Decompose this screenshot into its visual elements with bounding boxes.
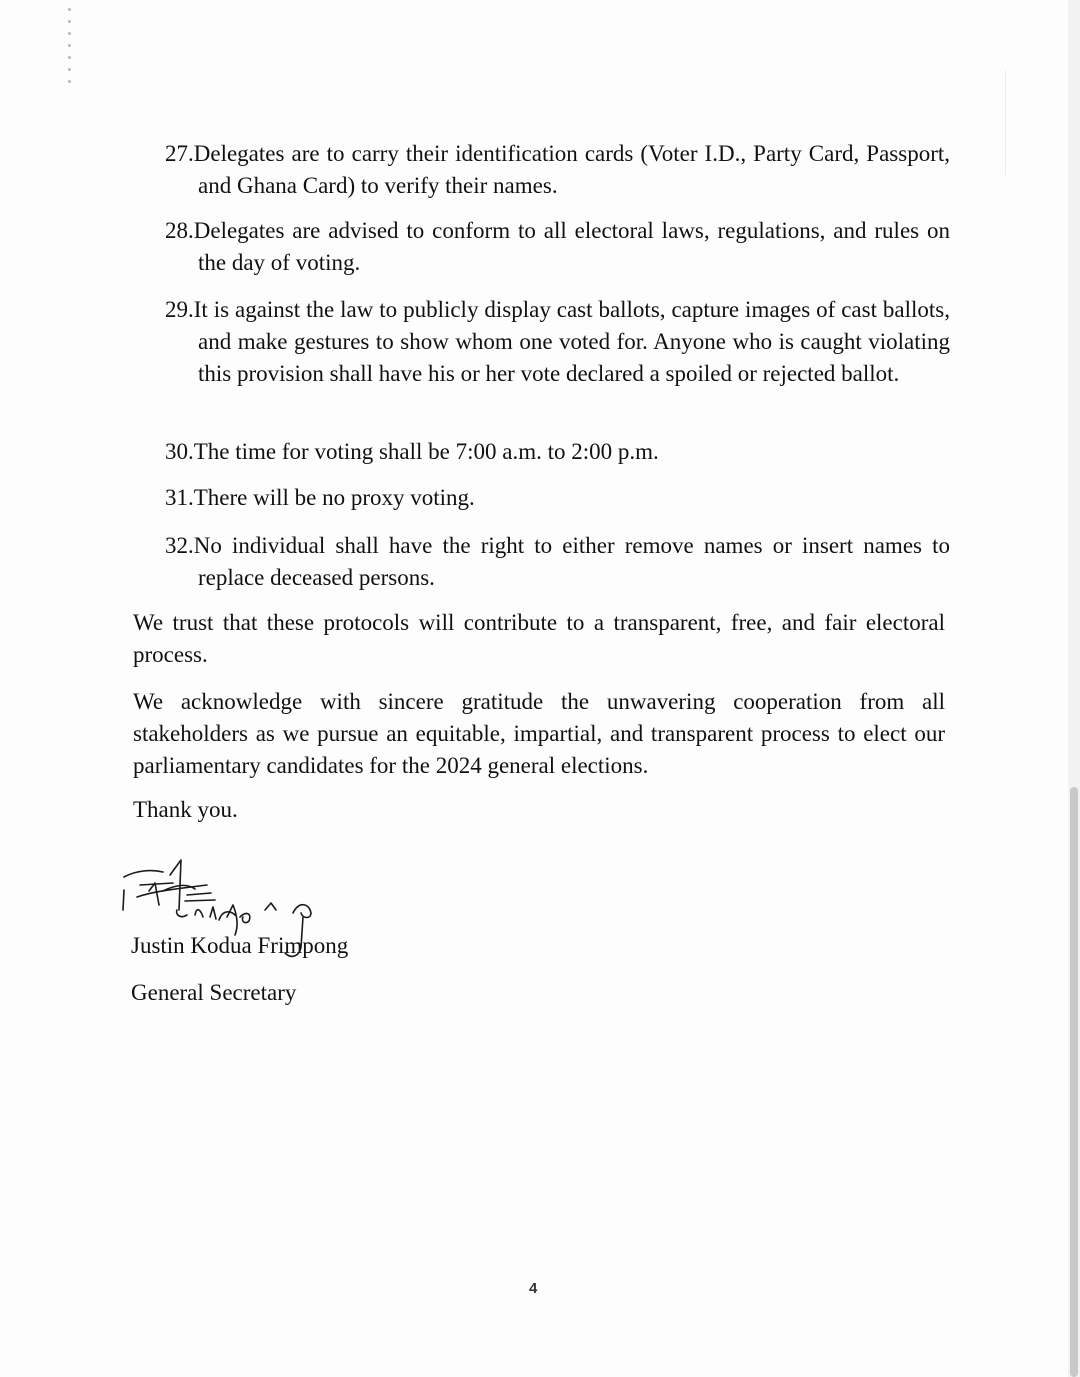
item-text: No individual shall have the right to either remove names or insert names to replace deceased persons. [193,533,950,590]
list-item [165,482,950,514]
item-text: Delegates are advised to conform to all electoral laws, regulations, and rules on the day of voting. [193,218,950,275]
margin-dots [68,8,74,88]
item-text: There will be no proxy voting. [193,485,475,510]
item-number: 32. [165,533,194,558]
thank-you-line: Thank you. [133,797,238,822]
item-number: 28. [165,218,194,243]
scrollbar-thumb[interactable] [1070,787,1078,1377]
signatory-name: Justin Kodua Frimpong [131,933,349,958]
signatory-title: General Secretary [131,980,297,1005]
list-item [165,436,950,468]
item-number: 27. [165,141,194,166]
acknowledgement-paragraph: We acknowledge with sincere gratitude the unwavering cooperation from all stakeholders as we pursue an equitable, impartial, and transparent process to elect our parliamentary candidates for the 2024 general elections. [133,689,945,778]
list-item [165,138,950,202]
item-number: 31. [165,485,194,510]
item-number: 29. [165,297,194,322]
list-item [165,215,950,279]
closing-paragraph: We trust that these protocols will contribute to a transparent, free, and fair electoral process. [133,610,945,667]
page-number: 4 [529,1280,538,1297]
item-text: Delegates are to carry their identification cards (Voter I.D., Party Card, Passport, and Ghana Card) to verify their names. [193,141,950,198]
item-number: 30. [165,439,194,464]
margin-rule [1005,70,1006,175]
item-text: The time for voting shall be 7:00 a.m. to 2:00 p.m. [193,439,659,464]
list-item [165,530,950,594]
item-text: It is against the law to publicly display cast ballots, capture images of cast ballots, and make gestures to show whom one voted for. Anyone who is caught violating this provision shall have his or her vote declared a spoiled or rejected ballot. [193,297,950,386]
list-item [165,294,950,390]
scrollbar-track[interactable] [1068,0,1080,1377]
